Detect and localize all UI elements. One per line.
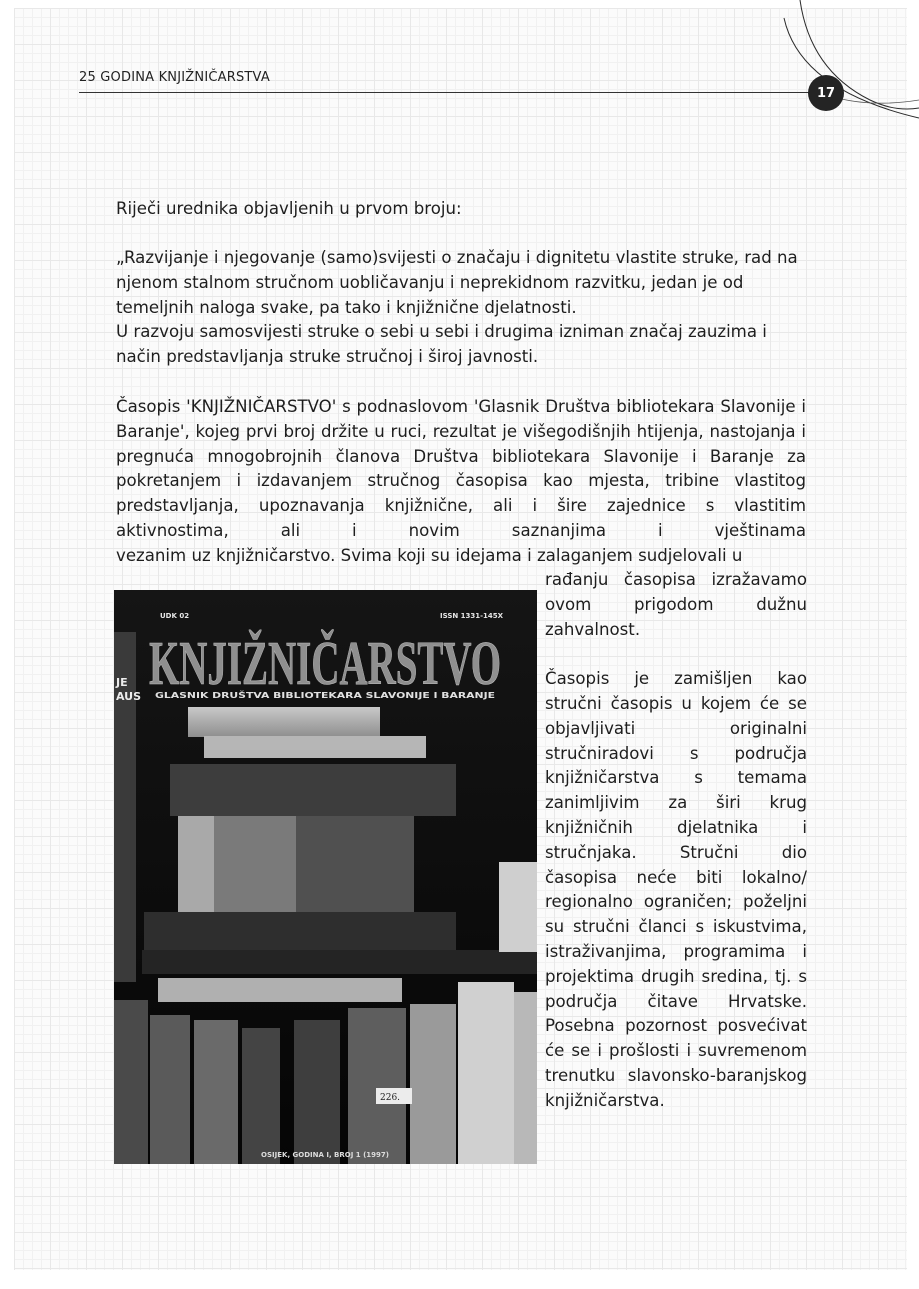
cover-udk: UDK 02 — [160, 612, 190, 620]
cover-issn: ISSN 1331-145X — [440, 612, 504, 620]
body-paragraph-2 — [116, 395, 806, 569]
journal-cover-image — [114, 590, 537, 1164]
body-paragraph-2-text: Časopis 'KNJIŽNIČARSTVO' s podnaslovom 'Glasnik Društva bibliotekara Slavonije i Baranje', kojeg prvi broj držite u ruci, rezultat je višegodišnjih htijenja, nastojanja i pregnuća mnogobrojnih članova Društva bibliotekara Slavonije i Baranje za pokretanjem i izdavanjem stručnog časopisa kao mjesta, tribine vlastitog predstavljanja, upoznavanja knjižnične, ali i šire zajednice s vlastitim aktivnostima, ali i novim saznanjima i vještinama — [116, 397, 806, 540]
quote-paragraph-2: U razvoju samosvijesti struke o sebi u sebi i drugima izniman značaj zauzima i način predstavljanja struke stručnoj i široj javnosti. — [116, 322, 767, 367]
header-rule — [79, 92, 812, 93]
intro-line: Riječi urednika objavljenih u prvom broju: — [116, 199, 462, 218]
side-column — [545, 568, 807, 1114]
side-paragraph-3: Časopis je zamišljen kao stručni časopis u kojem će se objavljivati originalni stručniradovi s područja knjižničarstva s temama zanimljivim za širi krug knjižničnih djelatnika i stručnjaka. Stručni dio časopisa neće biti lokalno/ regionalno ograničen; poželjni su stručni članci s iskustvima, istraživanjima, programima i projektima drugih sredina, tj. s područja čitave Hrvatske. Posebna pozornost posvećivat će se i prošlosti i suvremenom trenutku slavonsko-baranjskog knjižničarstva. — [545, 669, 807, 1110]
cover-label-number: 226. — [380, 1093, 401, 1103]
cover-footer: OSIJEK, GODINA I, BROJ 1 (1997) — [261, 1151, 389, 1159]
page-number-badge: 17 — [808, 75, 844, 111]
cover-masthead: KNJIŽNIČARSTVO — [149, 630, 501, 698]
cover-subtitle: GLASNIK DRUŠTVA BIBLIOTEKARA SLAVONIJE I BARANJE — [155, 690, 413, 700]
body-paragraph-2-last-line: vezanim uz knjižničarstvo. Svima koji su idejama i zalaganjem sudjelovali u — [116, 545, 743, 565]
quote-block — [116, 246, 806, 370]
cover-spine-text: JE — [116, 676, 128, 689]
side-paragraph-2-end: rađanju časopisa izražavamo ovom prigodom dužnu zahvalnost. — [545, 570, 807, 639]
running-head: 25 GODINA KNJIŽNIČARSTVA — [79, 70, 270, 85]
decorative-arcs — [770, 0, 919, 130]
quote-paragraph-1: „Razvijanje i njegovanje (samo)svijesti o značaju i dignitetu vlastite struke, rad na njenom stalnom stručnom uobličavanju i neprekidnom razvitku, jedan je od temeljnih naloga svake, pa tako i knjižnične djelatnosti. — [116, 248, 798, 317]
svg-text:AUS: AUS — [116, 690, 142, 703]
